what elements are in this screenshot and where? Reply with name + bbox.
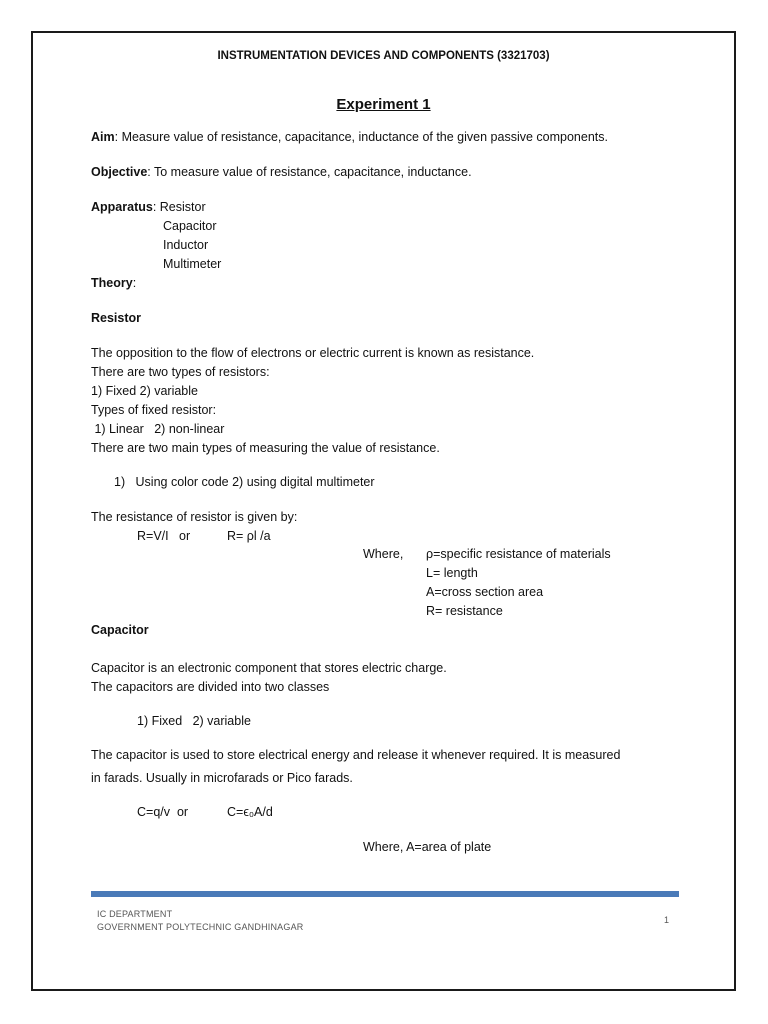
resistor-where-item: A=cross section area: [426, 585, 544, 599]
capacitor-line: Capacitor is an electronic component that stores electric charge.: [91, 661, 447, 675]
apparatus-item: Capacitor: [163, 219, 217, 233]
resistor-methods: 1) Using color code 2) using digital multimeter: [114, 475, 375, 489]
aim-text: : Measure value of resistance, capacitance, inductance of the given passive components.: [114, 130, 608, 144]
theory-suffix: :: [132, 276, 137, 290]
apparatus-label: Apparatus: [91, 200, 153, 214]
page-number: 1: [664, 915, 670, 925]
resistor-heading: Resistor: [91, 311, 142, 325]
theory-label: Theory: [91, 276, 133, 290]
capacitor-where: Where, A=area of plate: [363, 840, 492, 854]
resistor-line: 1) Linear 2) non-linear: [91, 422, 225, 436]
aim-line: [91, 130, 608, 144]
objective-text: : To measure value of resistance, capacitance, inductance.: [147, 165, 472, 179]
resistor-line: There are two types of resistors:: [91, 365, 270, 379]
apparatus-item: Inductor: [163, 238, 209, 252]
apparatus-item: Multimeter: [163, 257, 222, 271]
resistor-where-label: Where,: [363, 547, 404, 561]
capacitor-paragraph-line: in farads. Usually in microfarads or Pico farads.: [91, 771, 353, 785]
resistor-formula-2: R= ρl /a: [227, 529, 271, 543]
resistor-where-item: L= length: [426, 566, 478, 580]
capacitor-formula-2: C=ϵ₀A/d: [227, 805, 273, 819]
capacitor-heading: Capacitor: [91, 623, 149, 637]
resistor-where-item: ρ=specific resistance of materials: [426, 547, 611, 561]
capacitor-formula-1: C=q/v or: [137, 805, 189, 819]
footer-department: IC DEPARTMENT: [97, 909, 173, 919]
resistor-formula-1: R=V/I or: [137, 529, 191, 543]
objective-label: Objective: [91, 165, 148, 179]
resistor-line: 1) Fixed 2) variable: [91, 384, 198, 398]
theory-line: [91, 276, 136, 290]
resistor-given-by: The resistance of resistor is given by:: [91, 510, 298, 524]
capacitor-classes: 1) Fixed 2) variable: [137, 714, 251, 728]
resistor-line: There are two main types of measuring the value of resistance.: [91, 441, 440, 455]
aim-label: Aim: [91, 130, 115, 144]
resistor-where-item: R= resistance: [426, 604, 503, 618]
document-page: [31, 31, 736, 991]
capacitor-line: The capacitors are divided into two classes: [91, 680, 330, 694]
footer-institute: GOVERNMENT POLYTECHNIC GANDHINAGAR: [97, 922, 304, 932]
resistor-line: The opposition to the flow of electrons or electric current is known as resistance.: [91, 346, 535, 360]
objective-line: [91, 165, 472, 179]
apparatus-line: [91, 200, 206, 214]
capacitor-paragraph-line: The capacitor is used to store electrical energy and release it whenever required. It is measured: [91, 748, 621, 762]
course-title: INSTRUMENTATION DEVICES AND COMPONENTS (3321703): [217, 50, 550, 62]
footer-divider: [91, 891, 679, 897]
experiment-title: Experiment 1: [336, 96, 431, 113]
resistor-line: Types of fixed resistor:: [91, 403, 217, 417]
apparatus-item: : Resistor: [152, 200, 206, 214]
